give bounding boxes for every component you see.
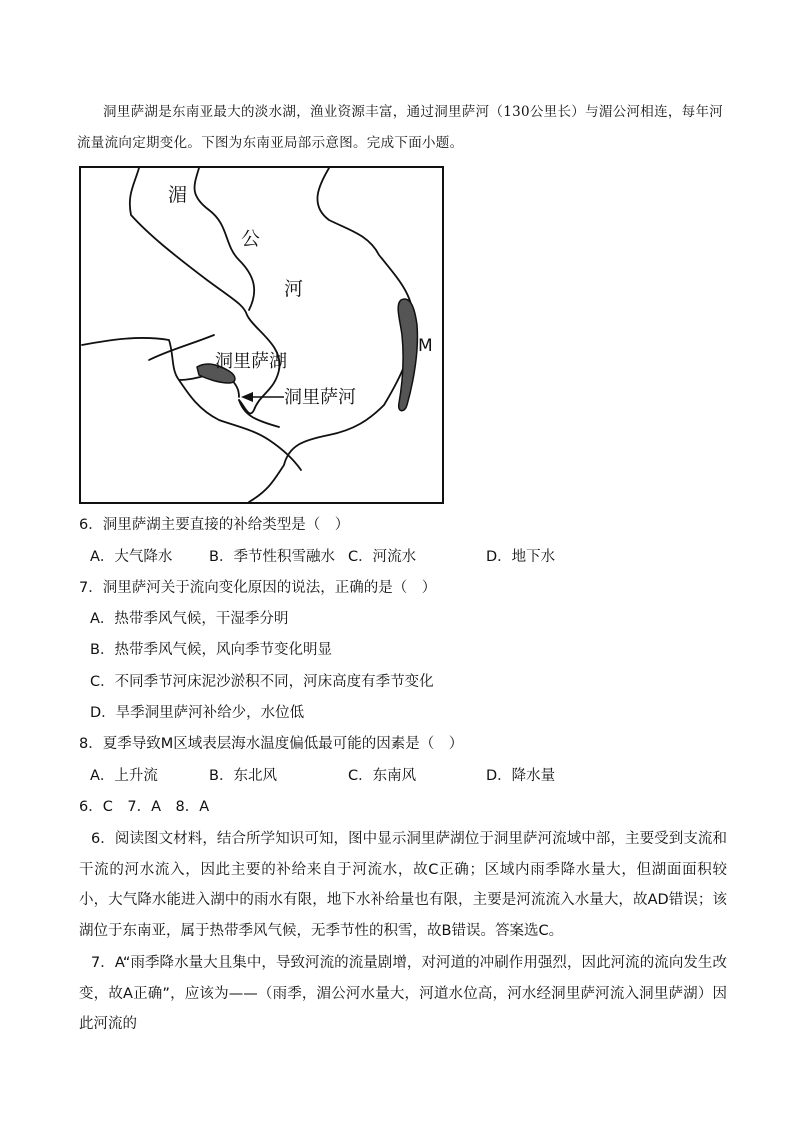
question-8-option-b: B．东北风: [209, 768, 277, 784]
question-7-option-c: C．不同季节河床泥沙淤积不同，河床高度有季节变化: [90, 674, 434, 690]
question-6-option-d: D．地下水: [486, 549, 556, 565]
answer-key: 6．C 7．A 8．A: [79, 799, 210, 815]
map-frame: [80, 167, 443, 503]
question-8-option-c: C．东南风: [348, 768, 417, 784]
label-river: 洞里萨河: [284, 387, 356, 408]
question-8-option-d: D．降水量: [486, 768, 556, 784]
question-7-option-d: D．旱季洞里萨河补给少，水位低: [90, 705, 305, 721]
question-6-option-b: B．季节性积雪融水: [209, 549, 335, 565]
intro-paragraph: [77, 97, 727, 159]
question-6-option-a: A．大气降水: [90, 549, 173, 565]
question-7-option-a: A．热带季风气候，干湿季分明: [90, 611, 289, 627]
label-region-m: M: [418, 336, 433, 356]
southeast-asia-map: [79, 165, 445, 505]
label-lake: 洞里萨湖: [215, 351, 287, 372]
label-mekong-1: 湄: [168, 184, 188, 206]
question-7-option-b: B．热带季风气候，风向季节变化明显: [90, 642, 332, 658]
explanation-6: [79, 824, 727, 946]
question-8-option-a: A．上升流: [90, 768, 158, 784]
label-mekong-3: 河: [284, 278, 304, 300]
question-6-stem: 6．洞里萨湖主要直接的补给类型是（ ）: [79, 517, 350, 533]
explanation-7: [79, 948, 727, 1040]
label-mekong-2: 公: [241, 228, 261, 250]
intro-text: 洞里萨湖是东南亚最大的淡水湖，渔业资源丰富，通过洞里萨河（130公里长）与湄公河相连，每年河流量流向定期变化。下图为东南亚局部示意图。完成下面小题。: [77, 104, 724, 151]
explanation-6-text: 6．阅读图文材料，结合所学知识可知，图中显示洞里萨湖位于洞里萨河流域中部，主要受到支流和干流的河水流入，因此主要的补给来自于河流水，故C正确；区域内雨季降水量大，但湖面面积较小，大气降水能进入湖中的雨水有限，地下水补给量也有限，主要是河流流入水量大，故AD错误；该湖位于东南亚，属于热带季风气候，无季节性的积雪，故B错误。答案选C。: [79, 831, 727, 939]
question-8-stem: 8．夏季导致M区域表层海水温度偏低最可能的因素是（ ）: [79, 736, 464, 752]
question-7-stem: 7．洞里萨河关于流向变化原因的说法，正确的是（ ）: [79, 580, 437, 596]
question-6-option-c: C．河流水: [348, 549, 417, 565]
explanation-7-text: 7．A“雨季降水量大且集中，导致河流的流量剧增，对河道的冲刷作用强烈，因此河流的流向发生改变，故A正确”，应该为——（雨季，湄公河水量大，河道水位高，河水经洞里萨河流入洞里萨湖）因此河流的: [79, 955, 727, 1032]
